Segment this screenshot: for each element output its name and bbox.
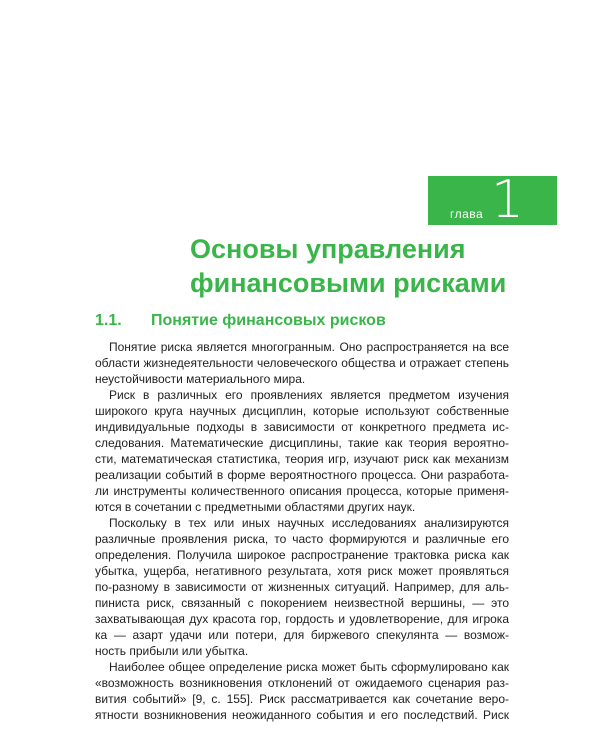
text-line: области жизнедеятельности человеческого общества и отражает степень bbox=[95, 356, 509, 370]
text-line: по-разному в зависимости от жизненных ситуаций. Например, для аль- bbox=[95, 580, 509, 594]
text-line: Риск в различных его проявлениях является предметом изучения bbox=[109, 388, 509, 402]
text-line: ли инструменты количественного описания процесса, которые применя- bbox=[95, 484, 509, 498]
section-heading bbox=[95, 312, 386, 330]
text-line: следования. Математические дисциплины, такие как теория вероятно- bbox=[95, 436, 509, 450]
section-title: Понятие финансовых рисков bbox=[151, 312, 386, 329]
text-line: индивидуальные подходы в зависимости от конкретного предмета ис- bbox=[95, 420, 509, 434]
text-line: широкого круга научных дисциплин, которые используют собственные bbox=[95, 404, 509, 418]
text-line: убытка, ущерба, негативного результата, хотя риск может проявляться bbox=[95, 564, 509, 578]
chapter-title-line-1: Основы управления bbox=[190, 234, 466, 264]
text-line: ка — азарт удачи или потери, для биржевого спекулянта — возмож- bbox=[95, 628, 509, 642]
text-line: неустойчивости материального мира. bbox=[95, 372, 306, 386]
body-text bbox=[95, 339, 509, 723]
text-line: Наиболее общее определение риска может быть сформулировано как bbox=[109, 660, 509, 674]
chapter-word: глава bbox=[450, 207, 484, 221]
text-line: «возможность возникновения отклонений от ожидаемого сценария раз- bbox=[95, 676, 509, 690]
text-line: реализации событий в форме вероятностного процесса. Они разработа- bbox=[95, 468, 509, 482]
text-line: Понятие риска является многогранным. Оно распространяется на все bbox=[109, 340, 509, 354]
chapter-title bbox=[190, 232, 506, 300]
chapter-marker bbox=[428, 170, 557, 230]
text-line: пиниста риск, связанный с покорением неизвестной вершины, — это bbox=[95, 596, 509, 610]
chapter-title-line-2: финансовыми рисками bbox=[190, 268, 507, 298]
paragraph bbox=[95, 387, 509, 515]
text-line: захватывающая дух красота гор, гордость и удовлетворение, для игрока bbox=[95, 612, 509, 626]
paragraph bbox=[95, 659, 509, 723]
paragraph bbox=[95, 515, 509, 659]
text-line: ятности возникновения неожиданного события и его последствий. Риск bbox=[95, 708, 509, 722]
text-line: ются в сочетании с предметными областями других наук. bbox=[95, 500, 416, 514]
text-line: вития событий» [9, с. 155]. Риск рассматривается как сочетание веро- bbox=[95, 692, 509, 706]
chapter-number: 1 bbox=[491, 170, 525, 230]
section-number: 1.1. bbox=[95, 312, 122, 329]
text-line: сти, математическая статистика, теория игр, изучают риск как механизм bbox=[95, 452, 509, 466]
text-line: определения. Получила широкое распространение трактовка риска как bbox=[95, 548, 509, 562]
text-line: Поскольку в тех или иных научных исследованиях анализируются bbox=[109, 516, 509, 530]
text-line: ность прибыли или убытка. bbox=[95, 644, 249, 658]
paragraph bbox=[95, 339, 509, 387]
text-line: различные проявления риска, то часто формируются и различные его bbox=[95, 532, 509, 546]
